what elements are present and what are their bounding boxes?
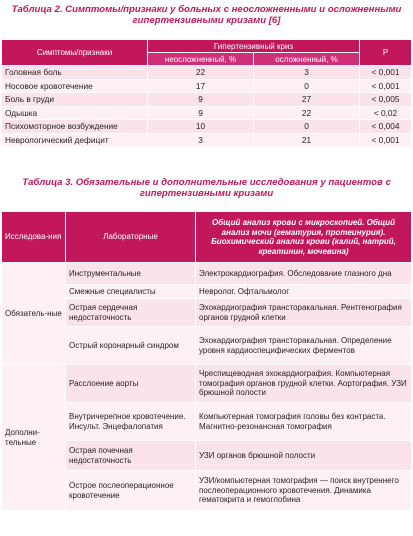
table-row [2, 133, 412, 147]
header-p: P [360, 40, 412, 66]
symptom-name: Неврологический дефицит [2, 133, 148, 147]
header-symptoms: Симптомы/признаки [2, 40, 148, 66]
p-value: < 0,02 [360, 106, 412, 120]
uncomplicated-value: 17 [148, 79, 254, 93]
row-label: Расслоение аорты [66, 365, 196, 403]
symptoms-table [1, 39, 412, 147]
symptom-name: Носовое кровотечение [2, 79, 148, 93]
header-research: Исследова-ния [2, 212, 66, 263]
uncomplicated-value: 9 [148, 93, 254, 107]
table2-caption: Таблица 2. Симптомы/признаки у больных с неосложненными и осложненными гипертензивными кризами [6] [11, 4, 402, 26]
complicated-value: 0 [254, 79, 360, 93]
row-value: Невролог. Офтальмолог [196, 285, 412, 299]
row-label: Острая сердечная недостаточность [66, 299, 196, 327]
uncomplicated-value: 10 [148, 120, 254, 134]
uncomplicated-value: 9 [148, 106, 254, 120]
complicated-value: 0 [254, 120, 360, 134]
table-row [2, 120, 412, 134]
header-lab: Лабораторные [66, 212, 196, 263]
p-value: < 0,005 [360, 93, 412, 107]
group-name: Дополни-тельные [2, 365, 66, 511]
uncomplicated-value: 3 [148, 133, 254, 147]
symptom-name: Головная боль [2, 66, 148, 80]
table3-caption: Таблица 3. Обязательные и дополнительные исследования у пациентов с гипертензивными кризами [22, 177, 391, 199]
row-value: Электрокардиография. Обследование глазного дна [196, 263, 412, 285]
row-label: Острая почечная недостаточность [66, 441, 196, 471]
table-row [2, 263, 412, 285]
row-value: Эхокардиография трансторакальная. Рентгенография органов грудной клетки [196, 299, 412, 327]
complicated-value: 27 [254, 93, 360, 107]
row-value: Эхокардиография трансторакальная. Определение уровня кардиоспецифических ферментов [196, 327, 412, 365]
header-complicated: осложненный, % [254, 53, 360, 66]
table-row [2, 79, 412, 93]
row-label: Острое послеоперационное кровотечение [66, 471, 196, 511]
p-value: < 0,004 [360, 120, 412, 134]
row-value: Чреспищеводная эхокардиография. Компьютерная томография органов грудной клетки. Аортография. УЗИ брюшной полости [196, 365, 412, 403]
symptom-name: Боль в груди [2, 93, 148, 107]
uncomplicated-value: 22 [148, 66, 254, 80]
complicated-value: 3 [254, 66, 360, 80]
table-row [2, 93, 412, 107]
group-name: Обязатель-ные [2, 263, 66, 365]
row-label: Внутричерепное кровотечение. Инсульт. Энцефалопатия [66, 403, 196, 441]
table-row [2, 106, 412, 120]
header-crisis: Гипертензивный криз [148, 40, 360, 53]
row-value: УЗИ/компьютерная томография — поиск внутреннего послеоперационного кровотечения. Динамика гематокрита и гемоглобина [196, 471, 412, 511]
row-label: Инструментальные [66, 263, 196, 285]
symptom-name: Психомоторное возбуждение [2, 120, 148, 134]
header-uncomplicated: неосложненный, % [148, 53, 254, 66]
row-value: УЗИ органов брюшной полости [196, 441, 412, 471]
symptom-name: Одышка [2, 106, 148, 120]
row-label: Смежные специалисты [66, 285, 196, 299]
table-row [2, 66, 412, 80]
p-value: < 0,001 [360, 79, 412, 93]
complicated-value: 21 [254, 133, 360, 147]
complicated-value: 22 [254, 106, 360, 120]
row-value: Компьютерная томография головы без контраста. Магнитно-резонансная томография [196, 403, 412, 441]
table-row [2, 365, 412, 403]
p-value: < 0,001 [360, 133, 412, 147]
p-value: < 0,001 [360, 66, 412, 80]
row-label: Острый коронарный синдром [66, 327, 196, 365]
header-blood: Общий анализ крови с микроскопией. Общий анализ мочи (гематурия, протеинурия). Биохимический анализ крови (калий, натрий, креатинин, мочевина) [196, 212, 412, 263]
investigations-table [1, 211, 412, 511]
